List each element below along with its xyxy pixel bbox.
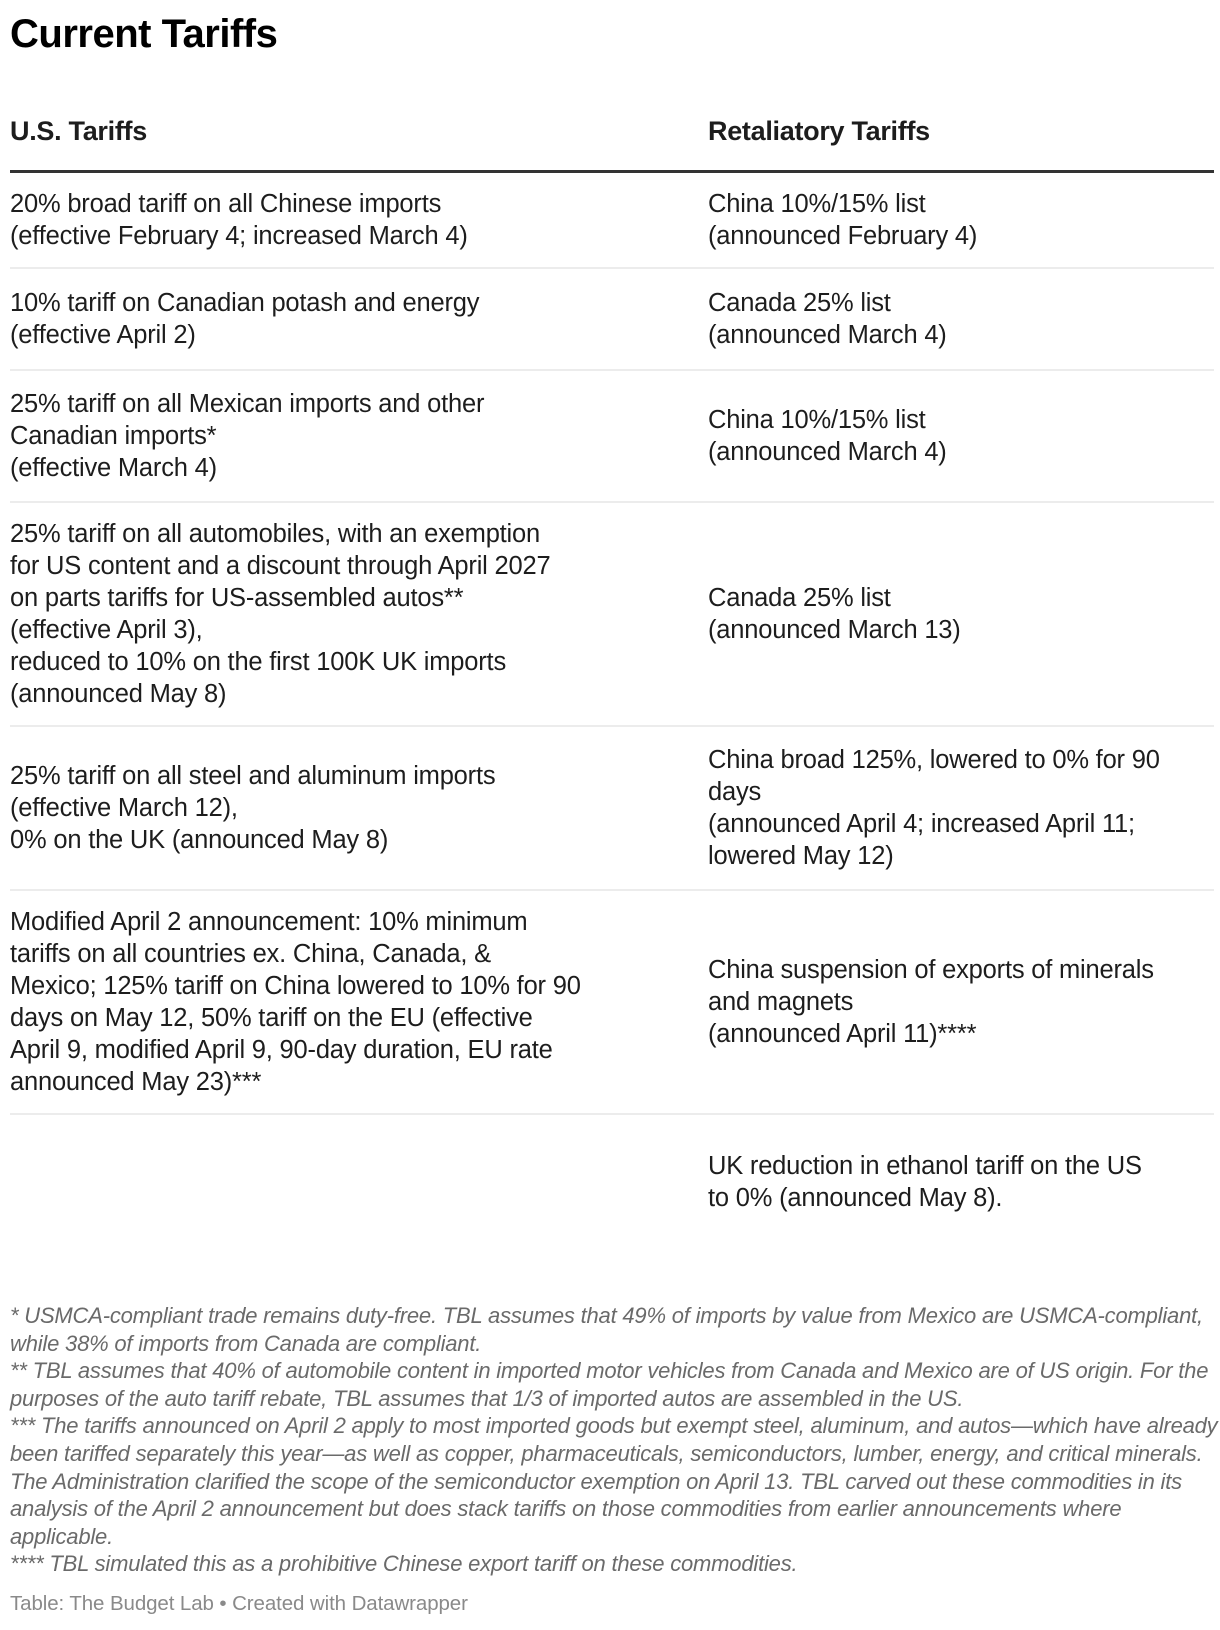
us-tariff-cell: 25% tariff on all steel and aluminum imports (effective March 12), 0% on the UK (announced May 8): [10, 762, 496, 854]
column-header-us-tariffs: U.S. Tariffs: [10, 116, 147, 146]
us-tariff-cell: 20% broad tariff on all Chinese imports (effective February 4; increased March 4): [10, 190, 468, 250]
table-row: [10, 727, 1214, 891]
table-row: [10, 173, 1214, 269]
source-credit: Table: The Budget Lab • Created with Datawrapper: [10, 1592, 468, 1615]
table-row: [10, 1115, 1214, 1249]
retaliatory-tariff-cell: China suspension of exports of minerals and magnets (announced April 11)****: [708, 956, 1154, 1048]
retaliatory-tariff-cell: China 10%/15% list (announced March 4): [708, 406, 947, 466]
table-row: [10, 371, 1214, 503]
footnote: **** TBL simulated this as a prohibitive Chinese export tariff on these commodities.: [10, 1551, 798, 1577]
footnotes: [10, 1302, 1220, 1578]
retaliatory-tariff-cell: UK reduction in ethanol tariff on the US to 0% (announced May 8).: [708, 1152, 1142, 1212]
table-header: [10, 110, 1214, 173]
us-tariff-cell: [10, 1115, 670, 1249]
footnote: *** The tariffs announced on April 2 apply to most imported goods but exempt steel, aluminum, and autos—which have already been tariffed separately this year—as well as copper, pharmaceuticals, semiconductors, lumber, energy, and critical minerals. The Administration clarified the scope of the semiconductor exemption on April 13. TBL carved out these commodities in its analysis of the April 2 announcement but does stack tariffs on those commodities from earlier announcements where applicable.: [10, 1413, 1218, 1549]
retaliatory-tariff-cell: China 10%/15% list (announced February 4): [708, 190, 978, 250]
retaliatory-tariff-cell: Canada 25% list (announced March 13): [708, 584, 961, 644]
footnote: ** TBL assumes that 40% of automobile content in imported motor vehicles from Canada and Mexico are of US origin. For the purposes of the auto tariff rebate, TBL assumes that 1/3 of imported autos are assembled in the US.: [10, 1358, 1209, 1411]
retaliatory-tariff-cell: Canada 25% list (announced March 4): [708, 289, 947, 349]
table-row: [10, 891, 1214, 1115]
footnote: * USMCA-compliant trade remains duty-free. TBL assumes that 49% of imports by value from Mexico are USMCA-compliant, while 38% of imports from Canada are compliant.: [10, 1303, 1203, 1356]
us-tariff-cell: Modified April 2 announcement: 10% minimum tariffs on all countries ex. China, Canada, & Mexico; 125% tariff on China lowered to 10% for 90 days on May 12, 50% tariff on the EU (effective April 9, modified April 9, 90-day duration, EU rate announced May 23)***: [10, 908, 581, 1096]
us-tariff-cell: 25% tariff on all Mexican imports and other Canadian imports* (effective March 4): [10, 390, 485, 482]
table-row: [10, 269, 1214, 371]
page-title: Current Tariffs: [10, 12, 278, 56]
column-header-retaliatory-tariffs: Retaliatory Tariffs: [708, 116, 930, 146]
us-tariff-cell: 10% tariff on Canadian potash and energy (effective April 2): [10, 289, 480, 349]
us-tariff-cell: 25% tariff on all automobiles, with an exemption for US content and a discount through April 2027 on parts tariffs for US-assembled autos** (effective April 3), reduced to 10% on the first 100K UK imports (announced May 8): [10, 520, 551, 708]
retaliatory-tariff-cell: China broad 125%, lowered to 0% for 90 days (announced April 4; increased April 11; lowered May 12): [708, 746, 1160, 870]
table-row: [10, 503, 1214, 727]
